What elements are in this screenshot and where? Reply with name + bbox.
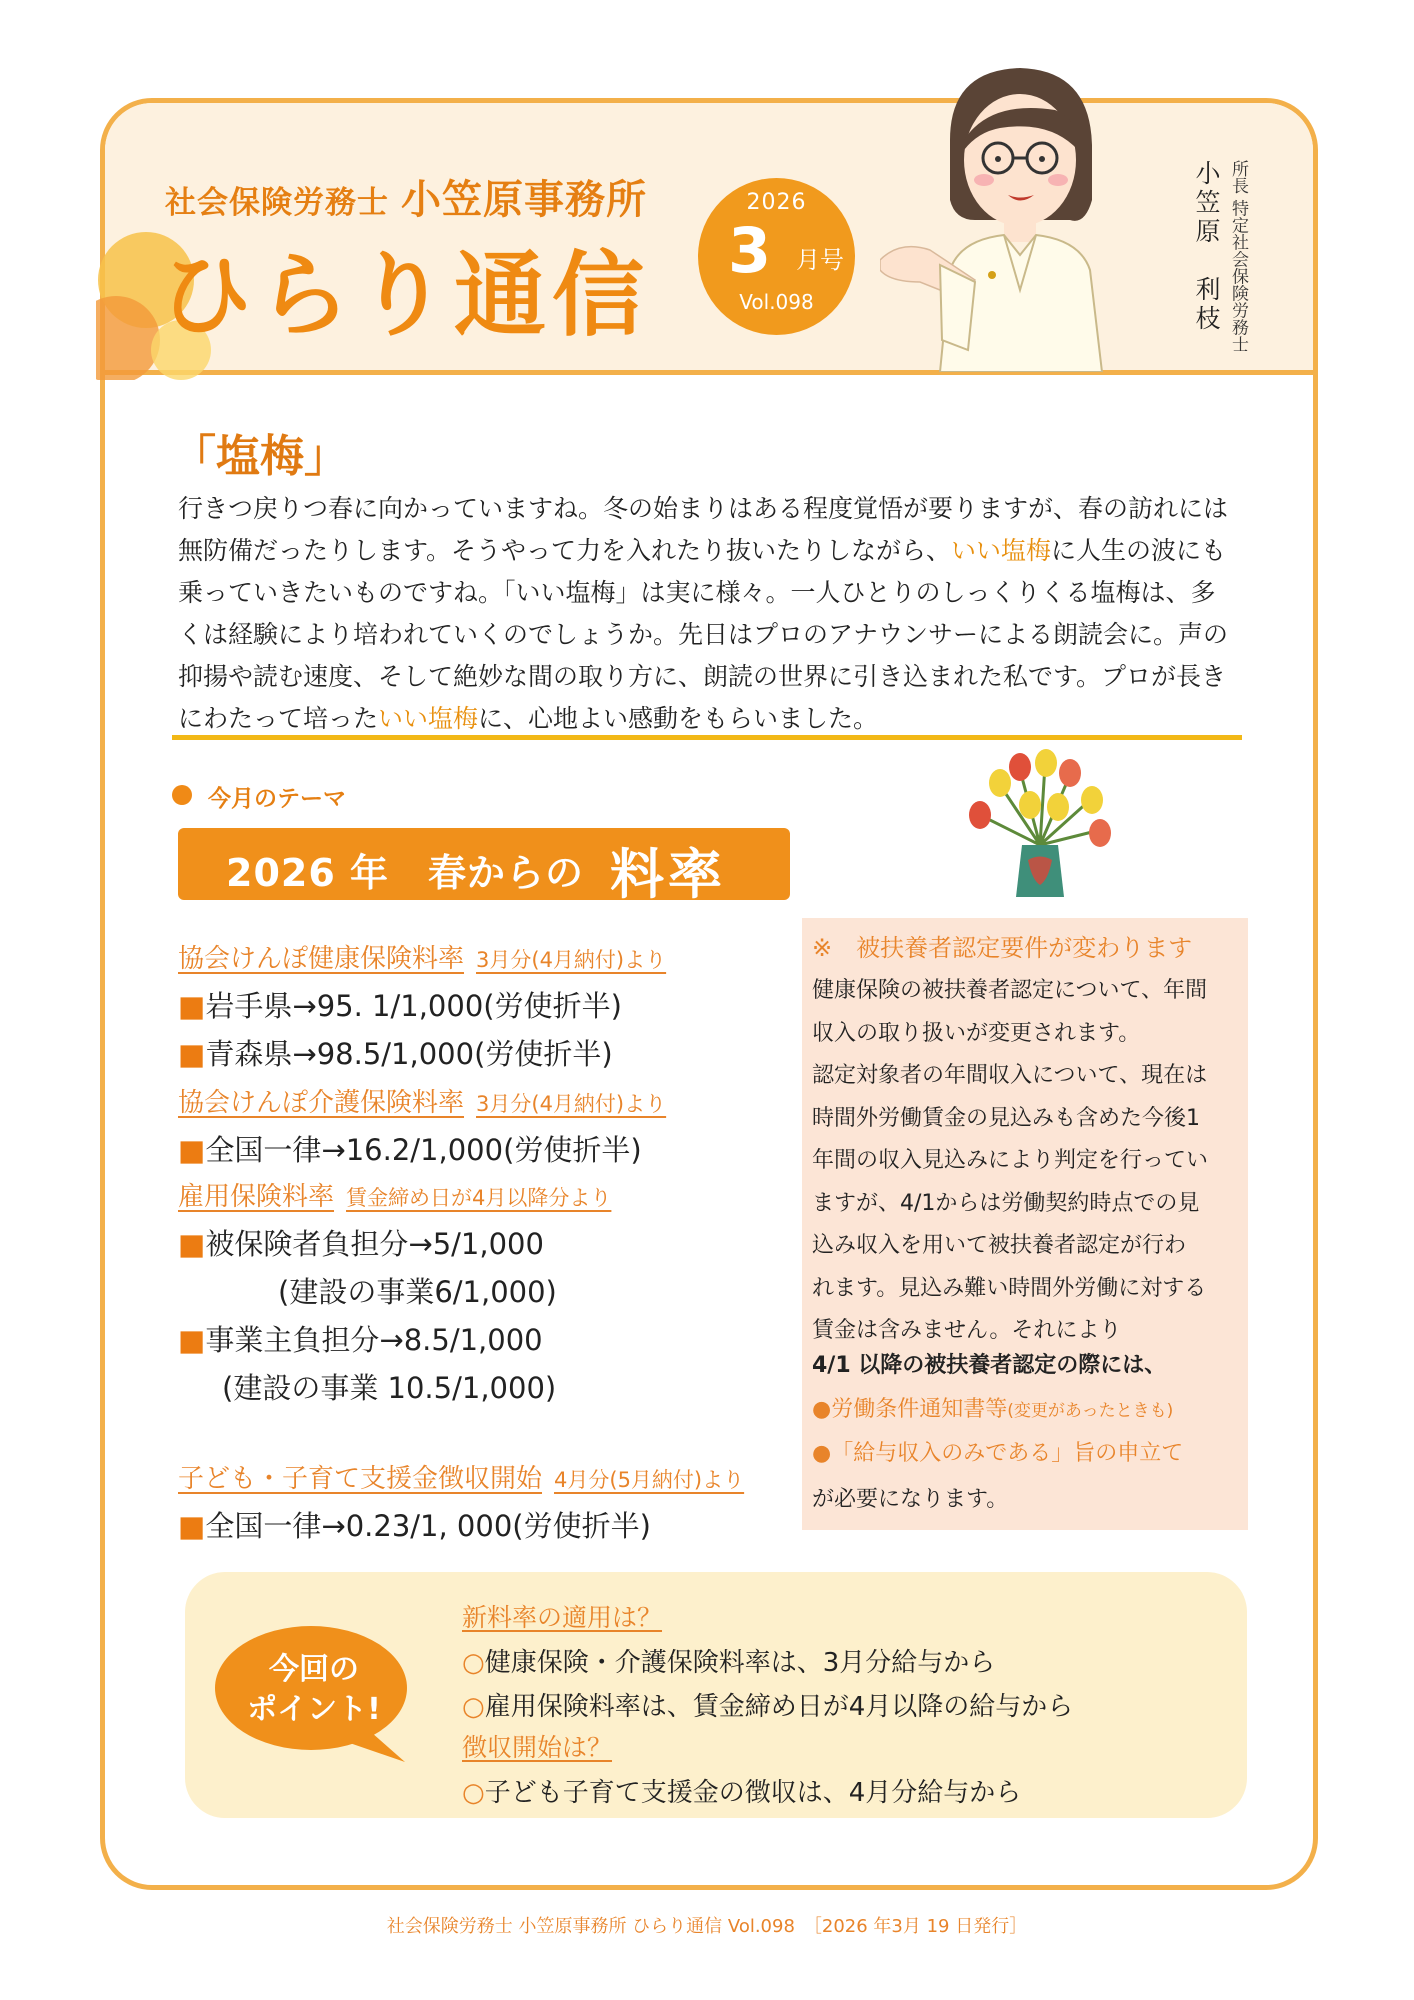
points-question-2: 徴収開始は？: [462, 1733, 613, 1762]
points-answer-2-text: 雇用保険料率は、賃金締め日が4月以降の給与から: [484, 1692, 1074, 1722]
points-answer-1-text: 健康保険・介護保険料率は、3月分給与から: [484, 1648, 996, 1678]
office-name: [165, 168, 647, 225]
essay-highlight-2: いい塩梅: [378, 704, 479, 733]
rate-care-national: [178, 1128, 642, 1169]
dependent-item-labor-text: ●労働条件通知書等: [812, 1397, 1008, 1422]
rate-aomori: [178, 1032, 613, 1073]
square-bullet-icon: ■: [178, 1509, 206, 1543]
essay-highlight-1: いい塩梅: [951, 536, 1052, 565]
office-prefix: 社会保険労務士: [165, 185, 389, 221]
square-bullet-icon: ■: [178, 1227, 206, 1261]
issue-month: 3: [728, 214, 772, 287]
office-main-name: 小笠原事務所: [401, 177, 647, 223]
points-answer-2: [462, 1686, 1073, 1723]
circle-bullet-icon: ○: [462, 1692, 485, 1722]
child-support-sub: 4月分(5月納付)より: [554, 1468, 745, 1492]
employment-insurance-sub: 賃金締め日が4月以降分より: [346, 1186, 612, 1210]
points-question-1: 新料率の適用は？: [462, 1603, 663, 1632]
footer-credit: 社会保険労務士 小笠原事務所 ひらり通信 Vol.098 ［2026 年3月 19 日発行］: [386, 1916, 1028, 1937]
rate-employer-construction: (建設の事業 10.5/1,000): [222, 1371, 557, 1405]
square-bullet-icon: ■: [178, 1133, 206, 1167]
dependent-item-labor-conditions: [812, 1392, 1173, 1423]
points-answer-3: [462, 1772, 1021, 1809]
newsletter-title: ひらり通信: [160, 242, 651, 349]
theme-banner: [178, 828, 790, 906]
dependent-notice-end: が必要になります。: [812, 1487, 1009, 1512]
rate-aomori-text: 青森県→98.5/1,000(労使折半): [205, 1037, 613, 1071]
rate-child-support: [178, 1504, 651, 1545]
section-separator: [172, 735, 1242, 740]
child-support-head-text: 子ども・子育て支援金徴収開始: [178, 1464, 543, 1494]
points-answer-1: [462, 1642, 995, 1679]
square-bullet-icon: ■: [178, 1323, 206, 1357]
circle-bullet-icon: ○: [462, 1778, 485, 1808]
dependent-notice-body: 健康保険の被扶養者認定について、年間 収入の取り扱いが変更されます。 認定対象者の年間収入について、現在は 時間外労働賃金の見込みも含めた今後1 年間の収入見込みにより判定を行ってい ますが、4/1からは労働契約時点での見 込み収入を用いて被扶養者認定が行わ れます。見込み難い時間外労働に対する 賃金は含みません。それにより: [812, 978, 1209, 1343]
theme-bullet-icon: [172, 785, 192, 805]
care-insurance-heading: [178, 1082, 666, 1119]
issue-badge: [698, 178, 855, 335]
rate-insured-construction: (建設の事業6/1,000): [278, 1275, 557, 1309]
care-insurance-sub: 3月分(4月納付)より: [476, 1092, 667, 1116]
theme-label: 今月のテーマ: [208, 786, 346, 812]
points-answer-3-text: 子ども子育て支援金の徴収は、4月分給与から: [484, 1778, 1022, 1808]
dependent-notice-emphasis: 4/1 以降の被扶養者認定の際には、: [812, 1353, 1167, 1378]
rate-employer-share: [178, 1318, 543, 1359]
rate-insured-share-text: 被保険者負担分→5/1,000: [205, 1227, 544, 1261]
tulip-vase-icon: [960, 745, 1120, 900]
circle-bullet-icon: ○: [462, 1648, 485, 1678]
dependent-item-declaration: ●「給与収入のみである」旨の申立て: [812, 1441, 1184, 1466]
issue-year: 2026: [746, 190, 807, 215]
rate-child-support-text: 全国一律→0.23/1, 000(労使折半): [205, 1509, 651, 1543]
essay-body: [178, 488, 1238, 740]
rate-care-national-text: 全国一律→16.2/1,000(労使折半): [205, 1133, 642, 1167]
theme-banner-prefix: 2026 年 春からの: [226, 851, 584, 895]
employment-insurance-head-text: 雇用保険料率: [178, 1182, 335, 1212]
essay-text-1: 行きつ戻りつ春に向かっていますね。冬の始まりはある程度覚悟が要りますが、春の訪れには無防備だったりします。そうやって力を入れたり抜いたりしながら、: [178, 494, 1229, 565]
rate-iwate-text: 岩手県→95. 1/1,000(労使折半): [205, 989, 622, 1023]
rate-insured-share: [178, 1222, 544, 1263]
square-bullet-icon: ■: [178, 1037, 206, 1071]
square-bullet-icon: ■: [178, 989, 206, 1023]
essay-text-2: に人生の波にも乗っていきたいものですね。「いい塩梅」は実に様々。一人ひとりのしっくりくる塩梅は、多くは経験により培われていくのでしょうか。先日はプロのアナウンサーによる朗読会に。声の抑揚や読む速度、そして絶妙な間の取り方に、朗読の世界に引き込まれた私です。プロが長きにわたって培った: [178, 536, 1229, 733]
issue-volume: Vol.098: [739, 290, 814, 314]
essay-title: 「塩梅」: [172, 431, 348, 482]
issue-month-unit: 月号: [796, 246, 844, 274]
director-title: 所長 特定社会保険労務士: [1228, 160, 1248, 353]
child-support-heading: [178, 1458, 744, 1495]
director-name: 小笠原 利枝: [1192, 160, 1221, 334]
rate-iwate: [178, 984, 622, 1025]
essay-text-3: に、心地よい感動をもらいました。: [478, 704, 879, 733]
health-insurance-sub: 3月分(4月納付)より: [476, 948, 667, 972]
rate-employer-share-text: 事業主負担分→8.5/1,000: [205, 1323, 543, 1357]
key-points-label: 今回の ポイント!: [247, 1652, 381, 1727]
dependent-item-labor-note: (変更があったときも): [1007, 1401, 1174, 1421]
theme-banner-main: 料率: [610, 843, 726, 906]
care-insurance-head-text: 協会けんぽ介護保険料率: [178, 1088, 465, 1118]
health-insurance-heading: [178, 938, 666, 975]
director-illustration-icon: [880, 50, 1160, 372]
dependent-notice-title: ※ 被扶養者認定要件が変わります: [812, 934, 1193, 962]
health-insurance-head-text: 協会けんぽ健康保険料率: [178, 944, 465, 974]
employment-insurance-heading: [178, 1176, 611, 1213]
